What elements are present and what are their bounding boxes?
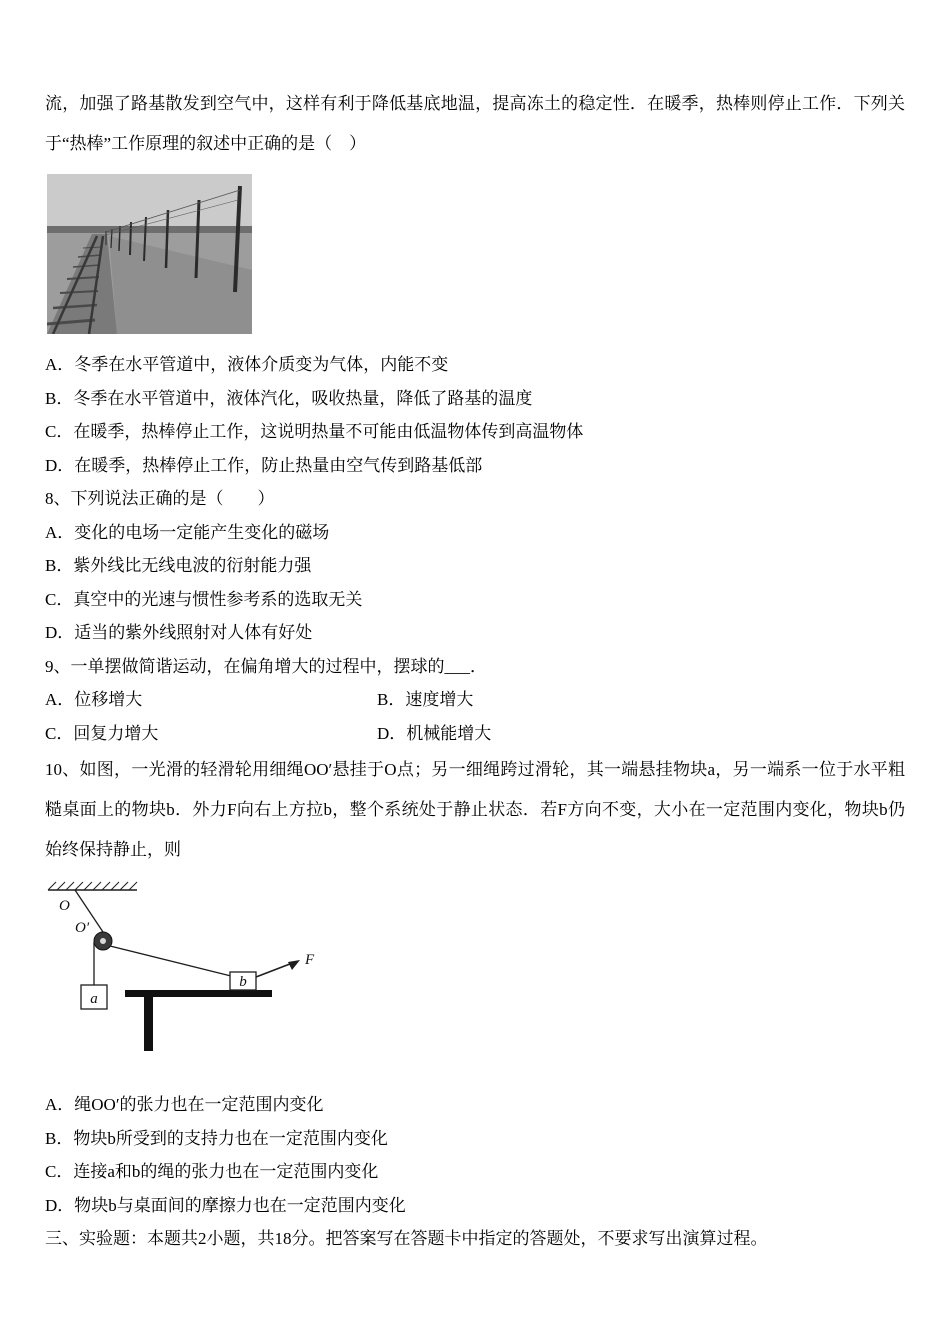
q10-option-c: C．连接a和b的绳的张力也在一定范围内变化 (45, 1162, 379, 1181)
point-o-prime-label: O′ (75, 920, 90, 936)
block-a-label: a (90, 991, 98, 1007)
q7-option-b: B．冬季在水平管道中，液体汽化，吸收热量，降低了路基的温度 (45, 388, 533, 408)
force-arrow (256, 960, 300, 977)
q7-option-d: D．在暖季，热棒停止工作，防止热量由空气传到路基低部 (45, 455, 483, 475)
pulley-diagram (45, 880, 375, 1058)
force-f-label: F (305, 952, 315, 968)
table-top (125, 990, 272, 997)
q10-option-a: A．绳OO′的张力也在一定范围内变化 (45, 1095, 324, 1114)
ceiling-hatch (48, 882, 137, 890)
q9-option-b: B．速度增大 (377, 690, 474, 709)
railway-photo-graphic (47, 174, 252, 334)
q10-option-b: B．物块b所受到的支持力也在一定范围内变化 (45, 1128, 388, 1148)
railway-photo (47, 174, 252, 334)
q8-stem: 8、下列说法正确的是（ ） (45, 489, 275, 508)
q10-option-d: D．物块b与桌面间的摩擦力也在一定范围内变化 (45, 1195, 406, 1215)
q9-option-a: A．位移增大 (45, 690, 143, 709)
q10-stem: 10、如图，一光滑的轻滑轮用细绳OO′悬挂于O点；另一细绳跨过滑轮，其一端悬挂物块a，另一端系一位于水平粗糙桌面上的物块b．外力F向右上方拉b，整个系统处于静止状态．若F方向不变，大小在一定范围内变化，物块b仍始终保持静止，则 (45, 760, 905, 859)
q8-option-c: C．真空中的光速与惯性参考系的选取无关 (45, 589, 363, 609)
q8-option-a: A．变化的电场一定能产生变化的磁场 (45, 522, 330, 542)
q9-option-d: D．机械能增大 (377, 723, 492, 743)
q9-stem: 9、一单摆做简谐运动，在偏角增大的过程中，摆球的___． (45, 656, 487, 676)
q8-option-d: D．适当的紫外线照射对人体有好处 (45, 623, 313, 642)
string-to-b (110, 946, 231, 976)
q7-option-c: C．在暖季，热棒停止工作，这说明热量不可能由低温物体传到高温物体 (45, 422, 584, 441)
q7-option-a: A．冬季在水平管道中，液体介质变为气体，内能不变 (45, 355, 449, 374)
q8-option-b: B．紫外线比无线电波的衍射能力强 (45, 556, 312, 575)
point-o-label: O (59, 898, 70, 914)
q7-stem: 流，加强了路基散发到空气中，这样有利于降低基底地温，提高冻土的稳定性．在暖季，热棒则停止工作．下列关于“热棒”工作原理的叙述中正确的是（ ） (45, 94, 905, 153)
pulley-diagram-graphic (45, 880, 375, 1058)
q9-options (45, 683, 905, 750)
q9-option-c: C．回复力增大 (45, 723, 159, 743)
pulley-axle (100, 938, 106, 944)
table-leg (144, 997, 153, 1051)
block-b-label: b (239, 974, 247, 990)
section3-heading: 三、实验题：本题共2小题，共18分。把答案写在答题卡中指定的答题处，不要求写出演算过程。 (45, 1229, 768, 1248)
